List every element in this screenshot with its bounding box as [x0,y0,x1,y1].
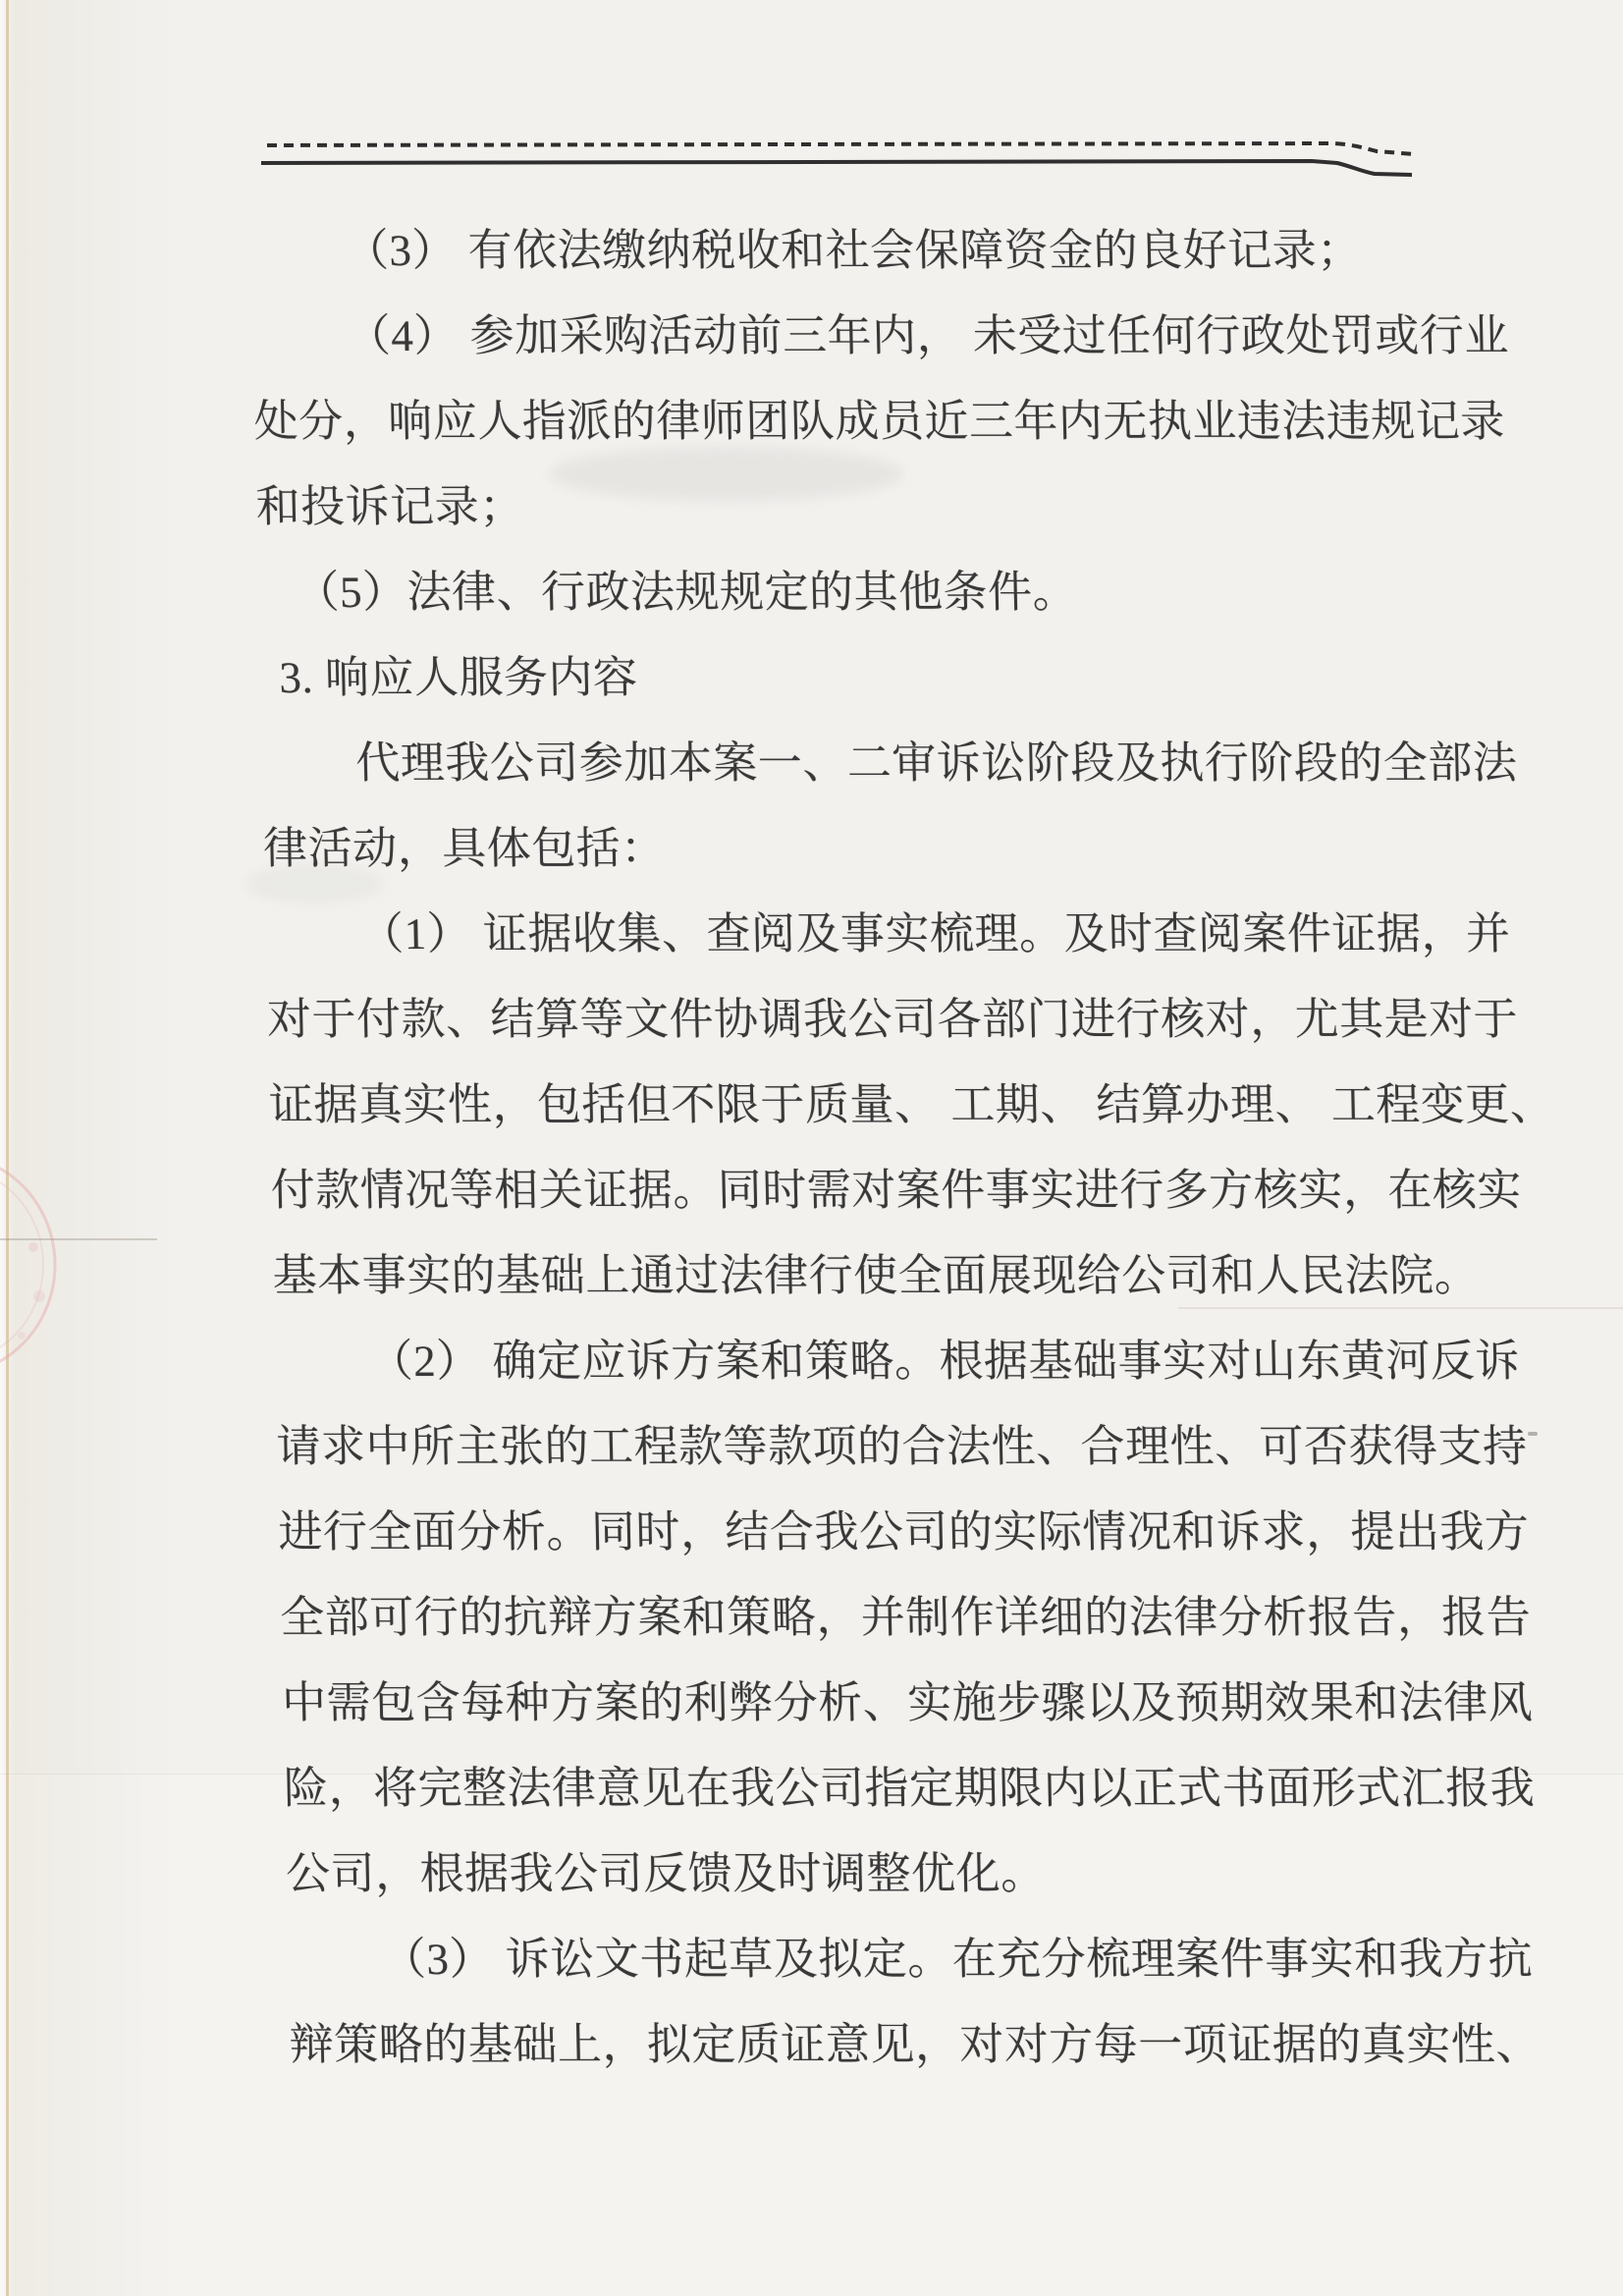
text-line: 证据真实性，包括但不限于质量、 工期、 结算办理、 工程变更、 [268,1080,1555,1129]
text-line: （3） 诉讼文书起草及拟定。在充分梳理案件事实和我方抗 [381,1935,1534,1984]
text-line: 对于付款、结算等文件协调我公司各部门进行核对，尤其是对于 [266,995,1519,1044]
text-line: （2） 确定应诉方案和策略。根据基础事实对山东黄河反诉 [368,1337,1521,1386]
separator-rules [0,0,1623,216]
text-line: 律活动，具体包括： [262,824,667,873]
scan-speck [1528,1432,1538,1436]
text-line: 公司，根据我公司反馈及时调整优化。 [285,1849,1047,1898]
text-line: 基本事实的基础上通过法律行使全面展现给公司和人民法院。 [272,1251,1480,1300]
text-line: 处分，响应人指派的律师团队成员近三年内无执业违法违规记录 [253,397,1506,446]
document-body [249,208,1555,2088]
text-line: 全部可行的抗辩方案和策略，并制作详细的法律分析报告，报告 [279,1593,1532,1642]
text-line: 和投诉记录； [255,482,525,531]
text-line: 付款情况等相关证据。同时需对案件事实进行多方核实，在核实 [270,1166,1523,1215]
text-line: 请求中所主张的工程款等款项的合法性、合理性、可否获得支持 [275,1422,1529,1471]
text-line: 中需包含每种方案的利弊分析、实施步骤以及预期效果和法律风 [281,1678,1534,1727]
text-line: （5）法律、行政法规规定的其他条件。 [294,568,1078,617]
text-line: 3. 响应人服务内容 [278,653,638,702]
scan-band-edge [0,1774,1623,1775]
text-line: （1） 证据收集、查阅及事实梳理。及时查阅案件证据，并 [358,909,1511,958]
text-line: 辩策略的基础上，拟定质证意见，对对方每一项证据的真实性、 [289,2020,1542,2069]
text-line: （4） 参加采购活动前三年内， 未受过任何行政处罚或行业 [346,311,1510,360]
solid-rule [261,161,1412,175]
scan-band-line-left [0,1238,157,1240]
text-line: 进行全面分析。同时，结合我公司的实际情况和诉求，提出我方 [277,1507,1530,1557]
seal-arc-fragment [0,1129,128,1414]
text-line: 险，将完整法律意见在我公司指定期限内以正式书面形式汇报我 [283,1764,1536,1813]
scan-band-line-right [1178,1307,1623,1309]
text-line: （3） 有依法缴纳税收和社会保障资金的良好记录； [344,226,1363,275]
text-line: 代理我公司参加本案一、二审诉讼阶段及执行阶段的全部法 [354,738,1518,788]
dashed-rule [267,143,1414,154]
